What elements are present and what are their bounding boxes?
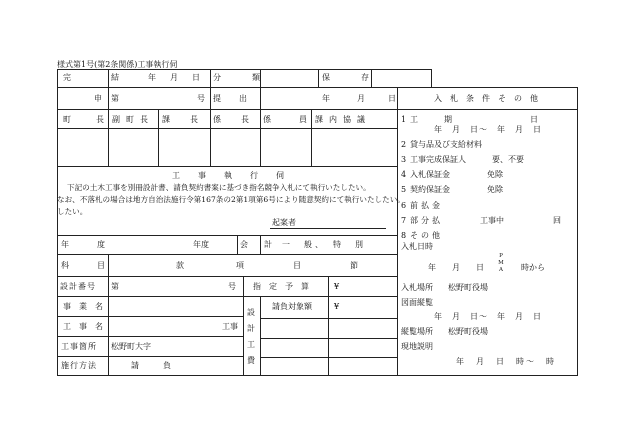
site-explanation-label: 現地説明 [401, 342, 433, 351]
cond-1-day: 日 [530, 115, 538, 124]
work-name-label: 工 事 名 [63, 322, 103, 331]
rule-bottom [57, 375, 578, 376]
fiscal-year-suffix: 年度 [193, 240, 209, 249]
rule-row2 [57, 109, 578, 110]
designated-budget-label: 指 定 予 算 [253, 282, 309, 291]
body-line-3: したい。 [57, 207, 88, 216]
cond-7-no: 7 [401, 216, 407, 225]
bid-date: 年 月 日 [428, 263, 488, 272]
cond-3-value: 要、不要 [492, 155, 524, 164]
rule-des-2 [243, 276, 244, 376]
rule-r1-d [318, 69, 319, 88]
contract-target-yen: ¥ [334, 302, 340, 311]
cond-4-value: 免除 [487, 170, 503, 179]
account-label: 会 計 [240, 240, 272, 249]
approval-unit-chief: 係 長 [213, 115, 255, 124]
cond-5-value: 免除 [487, 185, 503, 194]
work-name-suffix: 工事 [222, 322, 238, 331]
project-name-label: 事 業 名 [63, 302, 103, 311]
approval-section-chief: 課 長 [162, 115, 204, 124]
contract-target-label: 請負対象額 [272, 302, 312, 311]
completion-label: 完 結 [63, 73, 127, 82]
design-no-suffix: 号 [228, 282, 236, 291]
cond-5-label: 契約保証金 [410, 185, 450, 194]
approval-deputy-mayor: 副町長 [112, 115, 154, 124]
approval-staff: 係 員 [263, 115, 311, 124]
drawing-view-label: 図面縦覧 [401, 298, 433, 307]
rule-cost-mid1 [260, 318, 398, 319]
cond-7-label: 部分払 [410, 216, 443, 225]
subject-label: 科 目 [61, 261, 109, 270]
site-explanation-time: 年 月 日 時〜 時 [456, 357, 556, 366]
cost-char-3: 工 [247, 340, 255, 349]
cond-2-no: 2 [401, 140, 407, 149]
bid-m-letter: M [498, 260, 504, 266]
cond-7-end: 回 [553, 216, 561, 225]
account-value: 一 般、 特 別 [282, 240, 366, 249]
rule-left [57, 69, 58, 376]
form-title: 様式第1号(第2条関係)工事執行伺 [57, 60, 178, 69]
bunrui-label: 分 類 [213, 73, 265, 82]
body-line-2: なお、不落札の場合は地方自治法施行令第167条の2第1項第6号により随意契約にて執行いたしたい。 [57, 195, 405, 204]
cond-1-label: 工 期 [410, 115, 461, 124]
subject-moku: 目 [293, 261, 301, 270]
subject-kou: 項 [236, 261, 244, 270]
cond-3-no: 3 [401, 155, 407, 164]
body-line-1: 下記の土木工事を別冊設計書、請負契約書案に基づき指名競争入札にて執行いたしたい。 [67, 183, 371, 192]
rule-body-bottom [57, 235, 398, 236]
design-no-prefix: 第 [111, 282, 119, 291]
rule-ap-1 [108, 109, 109, 167]
cond-2-label: 貸与品及び支給材料 [410, 140, 482, 149]
submit-label: 提 出 [213, 94, 252, 103]
rule-cond-left [397, 87, 398, 376]
request-number-suffix: 号 [197, 94, 205, 103]
bid-place-value: 松野町役場 [448, 283, 488, 292]
cond-3-label: 工事完成保証人 [410, 155, 466, 164]
cond-4-label: 入札保証金 [410, 170, 450, 179]
submit-month: 月 [357, 94, 365, 103]
bid-ampm-stack [498, 253, 504, 274]
request-number-prefix: 第 [111, 94, 119, 103]
bid-datetime-label: 入札日時 [401, 242, 433, 251]
designated-budget-yen: ¥ [334, 282, 340, 291]
cond-4-no: 4 [401, 170, 407, 179]
subject-setsu: 節 [350, 261, 358, 270]
rule-ap-4 [260, 109, 261, 167]
rule-ap-3 [210, 109, 211, 167]
submit-year: 年 [322, 94, 330, 103]
cond-5-no: 5 [401, 185, 407, 194]
subject-kan: 款 [176, 261, 184, 270]
bid-time-suffix: 時から [521, 263, 545, 272]
bid-pm-letter: P [499, 253, 503, 259]
rule-des-4 [328, 276, 329, 376]
drawing-view-period: 年 月 日〜 年 月 日 [434, 312, 542, 321]
cond-1-no: 1 [401, 115, 407, 124]
method-value: 請 負 [131, 361, 171, 370]
rule-ap-2 [158, 109, 159, 167]
fiscal-year-label: 年 度 [61, 240, 109, 249]
work-place-value: 松野町大字 [111, 342, 151, 351]
cond-8-label: その他 [410, 231, 443, 240]
rule-right [577, 87, 578, 376]
rule-des-1 [108, 276, 109, 376]
cost-char-2: 計 [247, 324, 255, 333]
preservation-label: 保 存 [322, 73, 374, 82]
rule-des-3 [260, 296, 261, 376]
cost-char-1: 設 [247, 308, 255, 317]
cond-6-label: 前払金 [410, 201, 443, 210]
conditions-title: 入札条件その他 [434, 94, 546, 103]
rule-cost-mid3 [260, 357, 398, 358]
view-place-value: 松野町役場 [448, 327, 488, 336]
cond-6-no: 6 [401, 201, 407, 210]
rule-project-bottom [57, 316, 243, 317]
method-label: 施行方法 [61, 361, 97, 370]
design-no-label: 設計番号 [60, 282, 96, 291]
rule-ap-5 [311, 109, 312, 167]
rule-work-bottom [57, 336, 243, 337]
submit-day: 日 [388, 94, 396, 103]
cost-char-4: 費 [247, 356, 255, 365]
completion-date: 年 月 日 [148, 73, 203, 82]
body-heading: 工 事 執 行 伺 [172, 171, 289, 180]
cond-1-period: 年 月 日〜 年 月 日 [434, 125, 542, 134]
rule-drafter [270, 228, 386, 229]
view-place-label: 縦覧場所 [401, 327, 433, 336]
rule-r1-b [210, 69, 211, 110]
rule-top [57, 69, 432, 70]
drafter-label: 起案者 [272, 218, 296, 227]
request-label: 申 [94, 94, 102, 103]
rule-cost-mid2 [260, 338, 398, 339]
rule-yr-1 [237, 235, 238, 255]
rule-top-right [431, 69, 432, 88]
cond-7-value: 工事中 [480, 216, 504, 225]
bid-am-letter: A [499, 267, 503, 273]
work-place-label: 工事箇所 [61, 342, 97, 351]
rule-place-bottom [57, 356, 243, 357]
bid-place-label: 入札場所 [401, 283, 433, 292]
approval-mayor: 町 長 [63, 115, 107, 124]
approval-internal-consultation: 課内協議 [315, 115, 371, 124]
cond-8-no: 8 [401, 231, 407, 240]
